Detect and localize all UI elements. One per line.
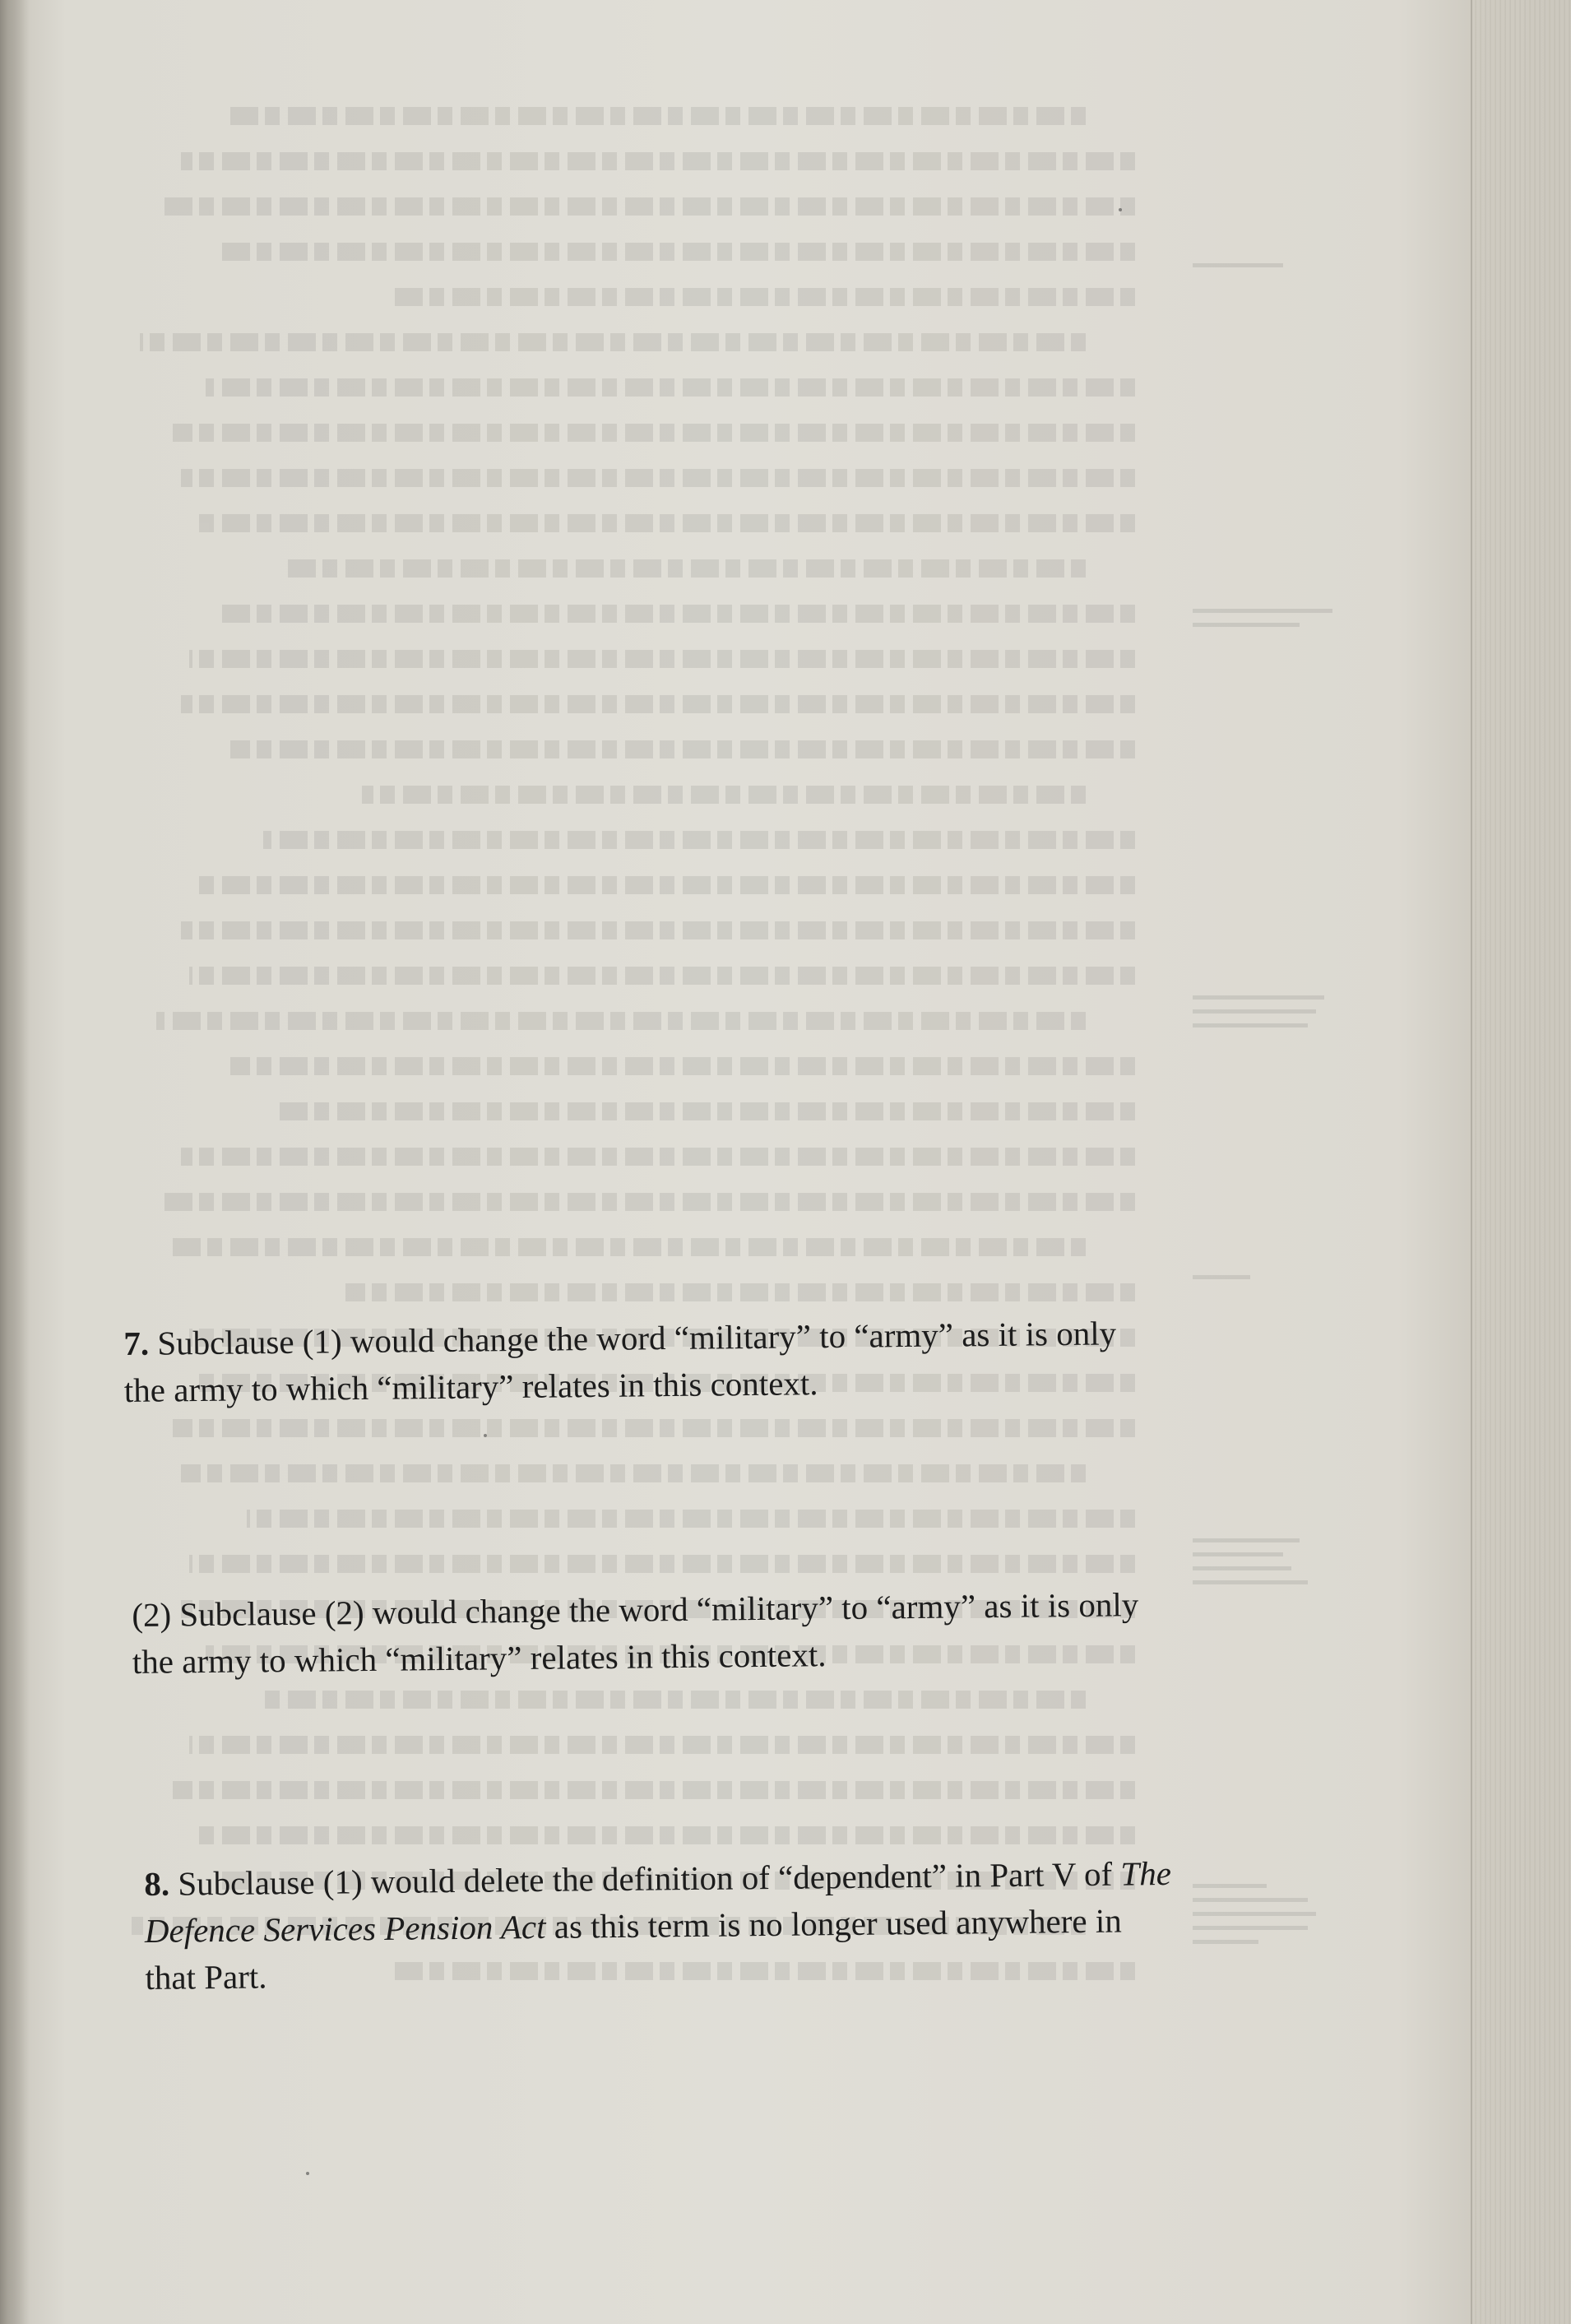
show-through-line bbox=[263, 1691, 1086, 1709]
show-through-line bbox=[189, 650, 1135, 668]
show-through-line bbox=[165, 197, 1135, 216]
show-through-line bbox=[197, 1826, 1135, 1844]
show-through-line bbox=[156, 1012, 1086, 1030]
margin-note-ghost bbox=[1193, 1275, 1357, 1349]
show-through-line bbox=[395, 288, 1135, 306]
paper-speck bbox=[306, 2172, 309, 2175]
show-through-line bbox=[280, 1102, 1135, 1120]
margin-note-ghost bbox=[1193, 995, 1357, 1069]
explanatory-note-7 bbox=[123, 1310, 1152, 1414]
show-through-line bbox=[173, 1781, 1135, 1799]
note-text: Subclause (1) would delete the definition of “dependent” in Part V of bbox=[169, 1854, 1121, 1903]
show-through-line bbox=[280, 559, 1086, 578]
binding-shadow bbox=[0, 0, 30, 2324]
margin-note-ghost bbox=[1193, 1538, 1357, 1612]
show-through-line bbox=[197, 514, 1135, 532]
margin-note-ghost bbox=[1193, 609, 1357, 683]
show-through-line bbox=[189, 967, 1135, 985]
page-edge bbox=[1472, 0, 1571, 2324]
show-through-line bbox=[263, 831, 1135, 849]
show-through-line bbox=[181, 695, 1135, 713]
explanatory-note-7-subclause-2 bbox=[132, 1581, 1161, 1686]
show-through-line bbox=[362, 786, 1086, 804]
note-text: Subclause (1) would change the word “military” to “army” as it is only the army to which “military” relates in this context. bbox=[123, 1314, 1117, 1409]
show-through-line bbox=[189, 1736, 1135, 1754]
show-through-line bbox=[345, 1283, 1135, 1301]
show-through-line bbox=[181, 152, 1135, 170]
show-through-line bbox=[140, 333, 1086, 351]
show-through-line bbox=[173, 1419, 1135, 1437]
show-through-line bbox=[197, 876, 1135, 894]
show-through-line bbox=[230, 740, 1135, 758]
show-through-line bbox=[181, 1148, 1135, 1166]
margin-note-ghost bbox=[1193, 1884, 1357, 1958]
show-through-line bbox=[189, 1555, 1135, 1573]
act-title: The Defence Services Pension Act bbox=[144, 1853, 1172, 1950]
show-through-line bbox=[206, 378, 1135, 397]
show-through-line bbox=[181, 469, 1135, 487]
show-through-line bbox=[247, 1510, 1135, 1528]
paper-speck bbox=[484, 1434, 487, 1437]
show-through-line bbox=[214, 605, 1135, 623]
show-through-line bbox=[181, 1464, 1086, 1482]
show-through-line bbox=[165, 1193, 1135, 1211]
note-text: (2) Subclause (2) would change the word “military” to “army” as it is only the army to which “military” relates in this context. bbox=[132, 1585, 1139, 1681]
paper-speck bbox=[1119, 208, 1122, 211]
show-through-line bbox=[165, 1238, 1086, 1256]
note-text: as this term is no longer used anywhere in that Part. bbox=[145, 1901, 1122, 1997]
note-number: 8. bbox=[144, 1864, 170, 1903]
note-number: 7. bbox=[123, 1324, 150, 1362]
show-through-line bbox=[214, 243, 1135, 261]
reverse-side-show-through bbox=[107, 107, 1135, 2040]
margin-note-ghost bbox=[1193, 263, 1357, 337]
show-through-line bbox=[181, 921, 1135, 939]
show-through-line bbox=[222, 107, 1086, 125]
explanatory-note-8 bbox=[144, 1850, 1174, 2002]
show-through-line bbox=[230, 1057, 1135, 1075]
show-through-line bbox=[173, 424, 1135, 442]
